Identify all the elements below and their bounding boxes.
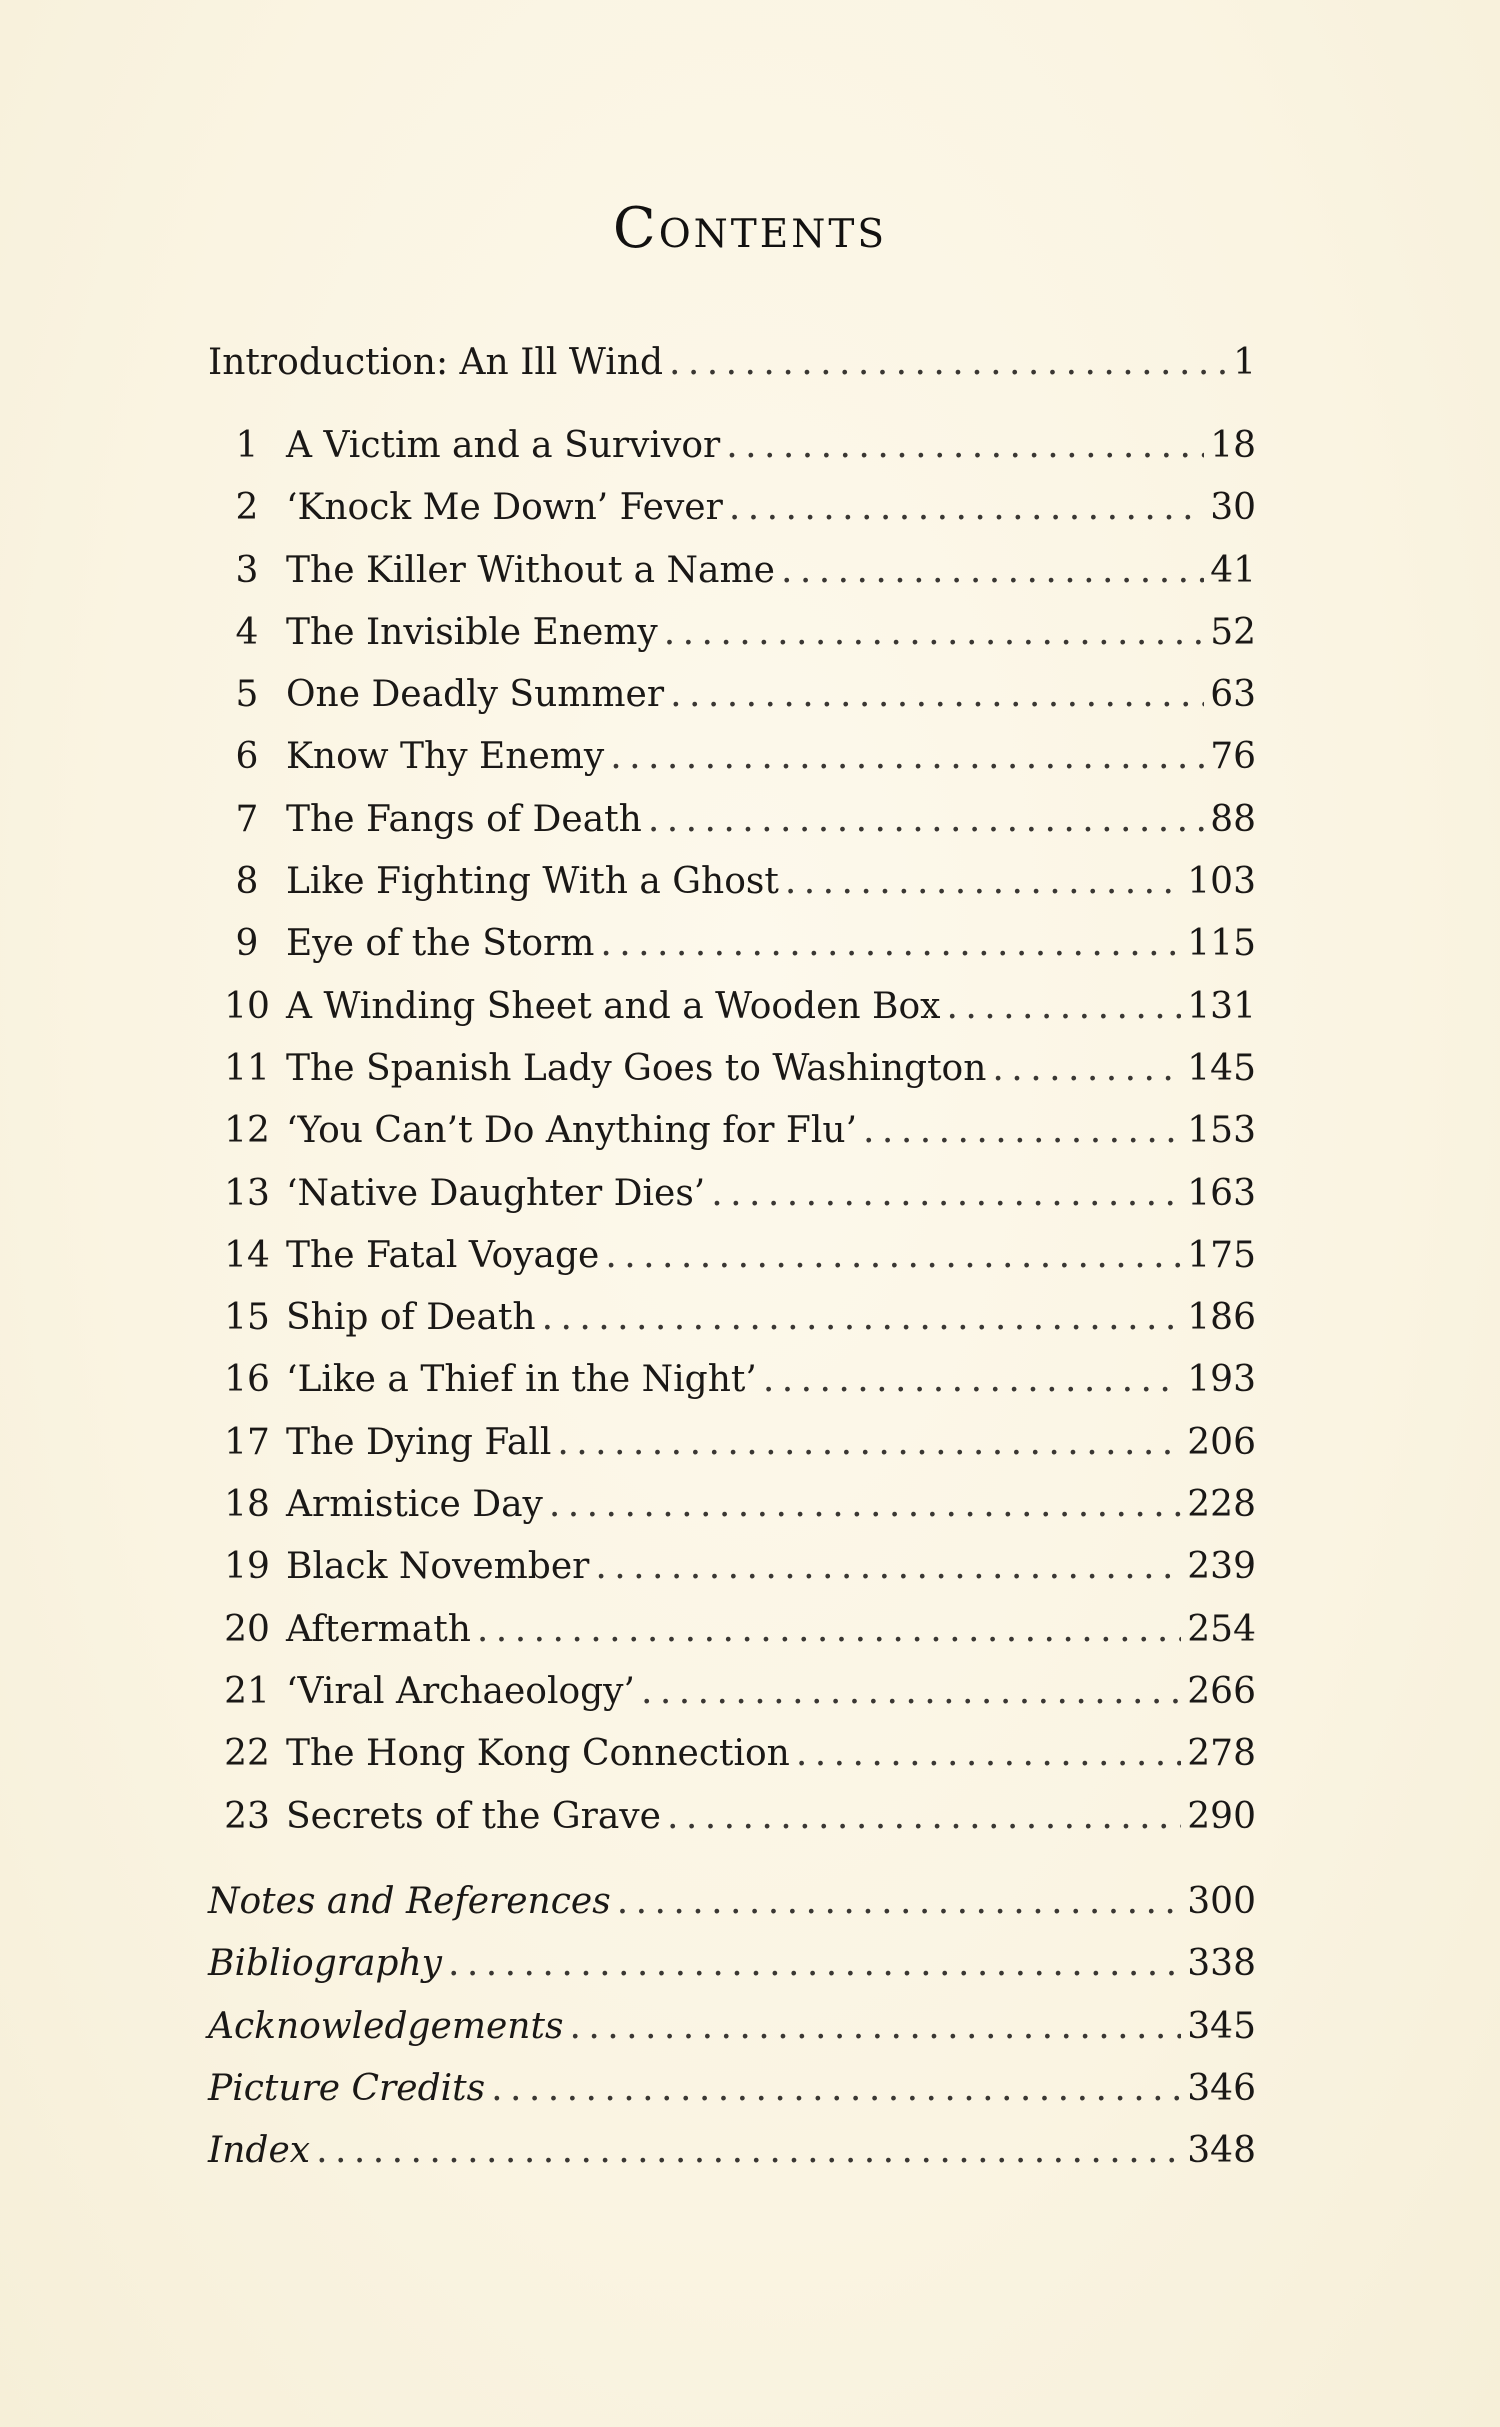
dot-leader [477, 1612, 1181, 1648]
chapter-number: 7 [235, 798, 259, 840]
toc-entry-chapter [208, 798, 1256, 864]
toc-entry-chapter [208, 1421, 1256, 1487]
dot-leader [670, 677, 1204, 713]
dot-leader [946, 989, 1181, 1025]
toc-entry-label: The Hong Kong Connection [286, 1733, 790, 1775]
toc-entry-bibliography [208, 1943, 1256, 2008]
dot-leader [641, 1674, 1181, 1710]
toc-entry-introduction [208, 342, 1256, 407]
chapter-number: 22 [224, 1733, 270, 1775]
toc-entry-label: Acknowledgements [208, 2005, 564, 2047]
dot-leader [763, 1362, 1181, 1398]
toc-entry-page: 163 [1187, 1172, 1256, 1214]
toc-entry-chapter [208, 1733, 1256, 1798]
dot-leader [542, 1300, 1182, 1336]
toc-entry-chapter [208, 1484, 1256, 1549]
dot-leader [448, 1946, 1181, 1982]
chapter-number: 4 [235, 611, 259, 653]
chapter-number: 9 [235, 923, 259, 965]
toc-entry-chapter [208, 1110, 1256, 1175]
toc-entry-page: 338 [1187, 1943, 1256, 1985]
toc-entry-label: ‘Knock Me Down’ Fever [286, 487, 723, 529]
toc-entry-chapter [208, 1608, 1256, 1674]
dot-leader [610, 739, 1204, 775]
toc-entry-label: Notes and References [208, 1881, 611, 1922]
toc-entry-chapter [208, 425, 1256, 490]
chapter-number: 16 [224, 1359, 270, 1401]
dot-leader [785, 864, 1181, 900]
dot-leader [595, 1549, 1181, 1585]
toc-entry-chapter [208, 674, 1256, 739]
dot-leader [669, 345, 1227, 381]
dot-leader [664, 615, 1204, 651]
toc-entry-page: 278 [1187, 1733, 1256, 1775]
toc-entry-chapter [208, 1359, 1256, 1424]
toc-entry-page: 131 [1187, 985, 1256, 1027]
toc-entry-chapter [208, 549, 1256, 615]
toc-entry-page: 345 [1187, 2005, 1256, 2047]
toc-entry-label: Black November [286, 1546, 590, 1588]
toc-entry-label: Introduction: An Ill Wind [208, 342, 663, 383]
page-title: Contents [612, 196, 888, 261]
toc-entry-label: Secrets of the Grave [286, 1795, 661, 1837]
dot-leader [648, 802, 1204, 838]
toc-entry-chapter [208, 861, 1256, 926]
toc-entry-label: Know Thy Enemy [286, 736, 605, 778]
toc-entry-page: 348 [1187, 2130, 1256, 2172]
toc-entry-chapter [208, 1546, 1256, 1611]
toc-entry-chapter [208, 1670, 1256, 1736]
toc-entry-chapter [208, 1297, 1256, 1362]
chapter-number: 11 [224, 1047, 270, 1089]
toc-entry-chapter [208, 985, 1256, 1051]
toc-entry-label: A Winding Sheet and a Wooden Box [286, 985, 941, 1027]
dot-leader [491, 2071, 1181, 2107]
chapter-number: 1 [235, 425, 259, 466]
toc-entry-page: 300 [1187, 1881, 1256, 1922]
toc-entry-chapter [208, 1234, 1256, 1300]
dot-leader [549, 1487, 1181, 1523]
dot-leader [796, 1736, 1181, 1772]
toc-entry-chapter [208, 736, 1256, 801]
toc-entry-chapter [208, 1172, 1256, 1238]
toc-entry-label: Bibliography [208, 1943, 442, 1985]
dot-leader [726, 428, 1204, 464]
chapter-number: 15 [224, 1297, 270, 1339]
toc-entry-page: 186 [1187, 1297, 1256, 1339]
toc-entry-page: 153 [1187, 1110, 1256, 1152]
dot-leader [569, 2009, 1181, 2045]
dot-leader [605, 1238, 1181, 1274]
toc-entry-page: 206 [1187, 1421, 1256, 1463]
toc-entry-label: Armistice Day [286, 1484, 543, 1526]
toc-entry-chapter [208, 611, 1256, 677]
dot-leader [667, 1799, 1181, 1835]
dot-leader [729, 490, 1204, 526]
dot-leader [600, 926, 1181, 962]
chapter-number: 19 [224, 1546, 270, 1588]
chapter-number: 2 [235, 487, 259, 529]
toc-entry-picture-credits [208, 2067, 1256, 2133]
chapter-number: 6 [235, 736, 259, 778]
toc-entry-label: Index [208, 2130, 311, 2172]
chapter-number: 5 [235, 674, 259, 716]
toc-entry-label: The Invisible Enemy [286, 611, 658, 653]
chapter-number: 13 [224, 1172, 270, 1214]
toc-entry-index [208, 2130, 1256, 2195]
toc-entry-label: Ship of Death [286, 1297, 536, 1339]
toc-entry-label: A Victim and a Survivor [286, 425, 721, 466]
toc-entry-page: 76 [1210, 736, 1256, 778]
toc-entry-page: 30 [1210, 487, 1256, 529]
toc-entry-label: ‘Like a Thief in the Night’ [286, 1359, 757, 1401]
chapter-list [208, 425, 1256, 1861]
toc-entry-page: 103 [1187, 861, 1256, 903]
toc-entry-chapter [208, 1047, 1256, 1113]
chapter-number: 3 [235, 549, 259, 591]
toc-entry-label: The Dying Fall [286, 1421, 552, 1463]
dot-leader [617, 1884, 1182, 1920]
toc-entry-label: The Fatal Voyage [286, 1234, 600, 1276]
toc-entry-page: 88 [1210, 798, 1256, 840]
toc-entry-chapter [208, 1795, 1256, 1861]
chapter-number: 20 [224, 1608, 270, 1650]
dot-leader [557, 1425, 1181, 1461]
toc-entry-label: The Killer Without a Name [286, 549, 775, 591]
chapter-number: 17 [224, 1421, 270, 1463]
chapter-number: 18 [224, 1484, 270, 1526]
toc-entry-page: 1 [1233, 342, 1256, 383]
chapter-number: 14 [224, 1234, 270, 1276]
toc-entry-page: 63 [1210, 674, 1256, 716]
toc-entry-label: Picture Credits [208, 2067, 486, 2109]
toc-entry-page: 254 [1187, 1608, 1256, 1650]
toc-entry-page: 18 [1210, 425, 1256, 466]
chapter-number: 21 [224, 1670, 270, 1712]
dot-leader [863, 1113, 1181, 1149]
toc-entry-label: The Spanish Lady Goes to Washington [286, 1047, 987, 1089]
toc-entry-page: 346 [1187, 2067, 1256, 2109]
introduction-section [208, 342, 1256, 407]
toc-entry-label: ‘You Can’t Do Anything for Flu’ [286, 1110, 858, 1152]
toc-entry-chapter [208, 923, 1256, 988]
back-matter-list [208, 1881, 1256, 2195]
chapter-number: 23 [224, 1795, 270, 1837]
toc-entry-label: Aftermath [286, 1608, 471, 1650]
toc-entry-label: One Deadly Summer [286, 674, 665, 716]
chapter-number: 8 [235, 861, 259, 903]
toc-entry-label: ‘Viral Archaeology’ [286, 1670, 635, 1712]
toc-entry-label: The Fangs of Death [286, 798, 642, 840]
toc-entry-page: 41 [1210, 549, 1256, 591]
toc-entry-page: 239 [1187, 1546, 1256, 1588]
toc-entry-page: 266 [1187, 1670, 1256, 1712]
chapter-number: 12 [224, 1110, 270, 1152]
toc-entry-page: 193 [1187, 1359, 1256, 1401]
dot-leader [711, 1176, 1181, 1212]
toc-entry-label: Like Fighting With a Ghost [286, 861, 779, 903]
toc-entry-notes [208, 1881, 1256, 1946]
toc-entry-page: 175 [1187, 1234, 1256, 1276]
toc-entry-page: 115 [1187, 923, 1256, 965]
toc-entry-label: Eye of the Storm [286, 923, 595, 965]
toc-entry-label: ‘Native Daughter Dies’ [286, 1172, 706, 1214]
chapter-number: 10 [224, 985, 270, 1027]
toc-entry-page: 228 [1187, 1484, 1256, 1526]
dot-leader [992, 1051, 1181, 1087]
toc-entry-acknowledgements [208, 2005, 1256, 2071]
dot-leader [316, 2133, 1181, 2169]
toc-entry-chapter [208, 487, 1256, 552]
toc-entry-page: 52 [1210, 611, 1256, 653]
toc-entry-page: 145 [1187, 1047, 1256, 1089]
dot-leader [781, 553, 1204, 589]
toc-entry-page: 290 [1187, 1795, 1256, 1837]
